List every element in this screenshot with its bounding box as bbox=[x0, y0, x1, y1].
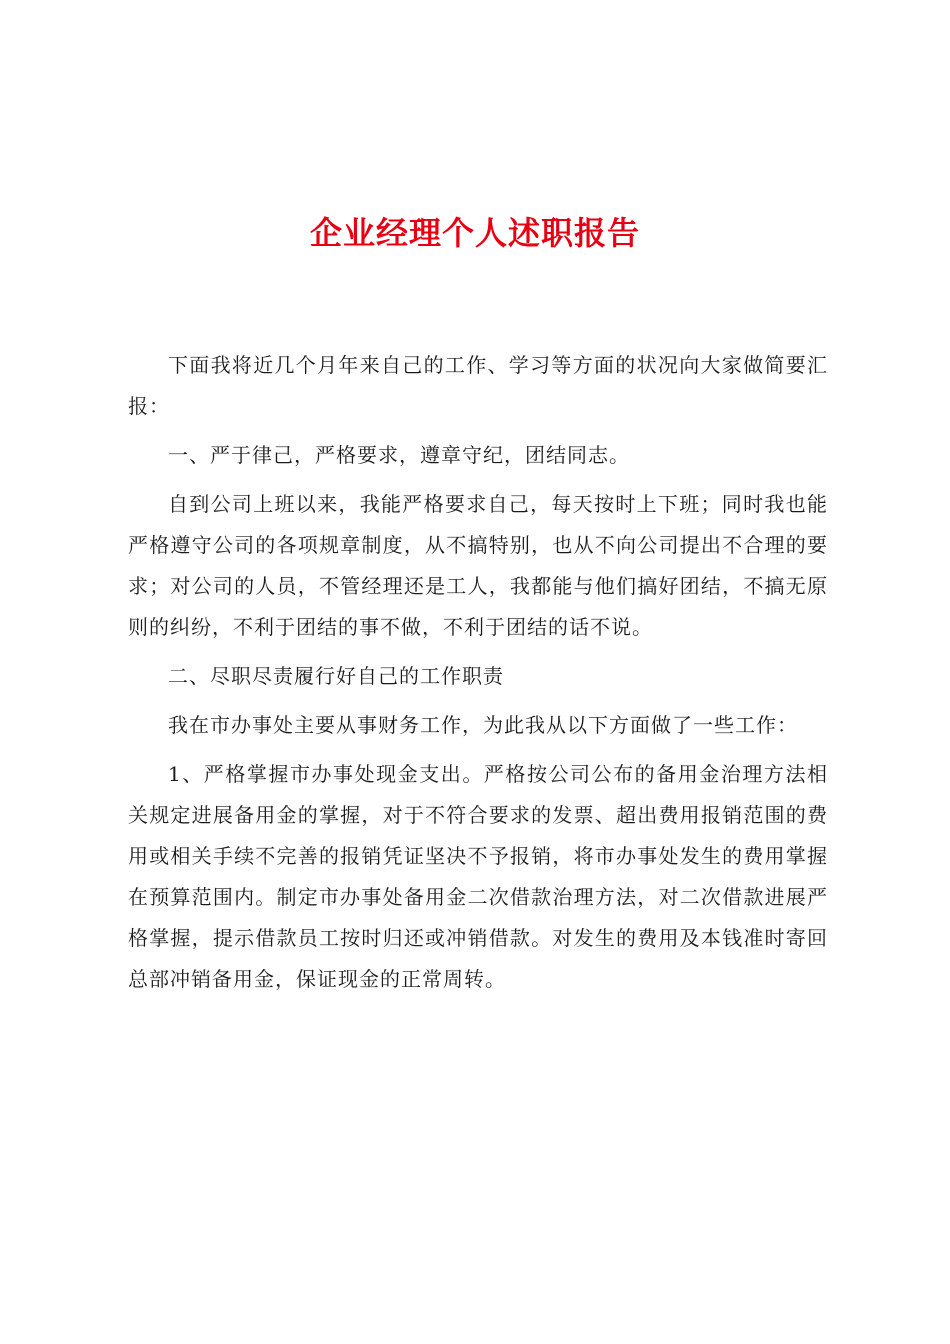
paragraph-section-2-intro: 我在市办事处主要从事财务工作，为此我从以下方面做了一些工作： bbox=[168, 713, 798, 737]
paragraph-item-1: 1、严格掌握市办事处现金支出。严格按公司公布的备用金治理方法相关规定进展备用金的掌握，对于不符合要求的发票、超出费用报销范围的费用或相关手续不完善的报销凭证坚决不予报销，将市办事处发生的费用掌握在预算范围内。制定市办事处备用金二次借款治理方法，对二次借款进展严格掌握，提示借款员工按时归还或冲销借款。对发生的费用及本钱准时寄回总部冲销备用金，保证现金的正常周转。 bbox=[128, 762, 828, 991]
paragraph-section-2-heading: 二、尽职尽责履行好自己的工作职责 bbox=[168, 664, 504, 688]
paragraph-section-1-body: 自到公司上班以来，我能严格要求自己，每天按时上下班；同时我也能严格遵守公司的各项规章制度，从不搞特别，也从不向公司提出不合理的要求；对公司的人员，不管经理还是工人，我都能与他们搞好团结，不搞无原则的纠纷，不利于团结的事不做，不利于团结的话不说。 bbox=[128, 492, 828, 639]
paragraph-intro: 下面我将近几个月年来自己的工作、学习等方面的状况向大家做简要汇报： bbox=[128, 353, 828, 418]
paragraph-section-1-heading: 一、严于律己，严格要求，遵章守纪，团结同志。 bbox=[168, 443, 630, 467]
document-body bbox=[128, 345, 828, 1000]
document-title: 企业经理个人述职报告 bbox=[309, 214, 640, 252]
